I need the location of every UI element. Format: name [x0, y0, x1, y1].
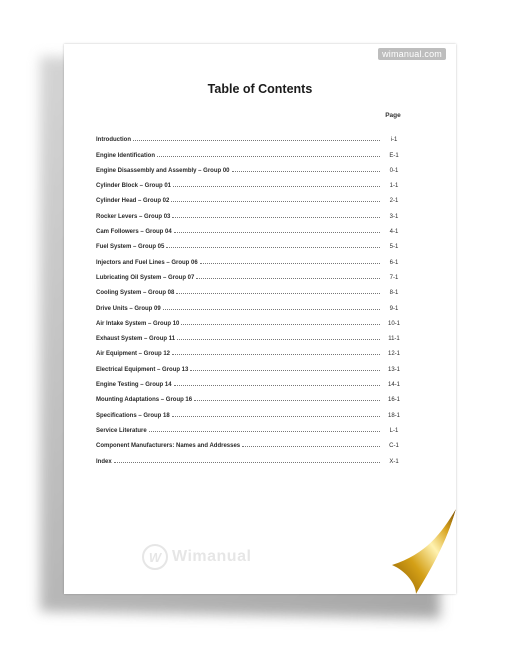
toc-entry-page: 0-1 [389, 167, 399, 174]
toc-entry-page: 10-1 [387, 320, 400, 327]
toc-entry [96, 250, 408, 265]
toc-entry-label: Air Intake System – Group 10 [96, 320, 180, 327]
toc-entry-label: Specifications – Group 18 [96, 412, 170, 419]
toc-entry-page: 5-1 [389, 244, 399, 251]
toc-entry [96, 327, 408, 342]
toc-entry-label: Cylinder Head – Group 02 [96, 198, 170, 205]
toc-entry-page: L-1 [389, 427, 399, 434]
dot-leader [177, 338, 380, 340]
toc-entry-label: Cam Followers – Group 04 [96, 229, 172, 236]
toc-entry-label: Electrical Equipment – Group 13 [96, 366, 189, 373]
toc-entry-label: Engine Testing – Group 14 [96, 382, 172, 389]
page-title: Table of Contents [207, 82, 313, 96]
toc-entry-label: Drive Units – Group 09 [96, 305, 161, 312]
dot-leader [242, 445, 380, 447]
toc-entry-page: 1-1 [389, 183, 399, 190]
toc-entry [96, 312, 408, 327]
dot-leader [172, 415, 380, 417]
logo-mark-icon: W [142, 544, 168, 570]
toc-entry-page: 18-1 [387, 412, 400, 419]
toc-entry [96, 357, 408, 372]
toc-entry-page: 3-1 [389, 213, 399, 220]
toc-entry-page: 16-1 [387, 397, 400, 404]
dot-leader [166, 246, 380, 248]
toc-entry-label: Mounting Adaptations – Group 16 [96, 397, 193, 404]
toc-entry [96, 419, 408, 434]
toc-entry-label: Engine Disassembly and Assembly – Group 00 [96, 167, 230, 174]
dot-leader [196, 277, 380, 279]
dot-leader [176, 292, 380, 294]
dot-leader [163, 308, 380, 310]
toc-entry [96, 220, 408, 235]
toc-entry [96, 342, 408, 357]
dot-leader [172, 353, 380, 355]
dot-leader [173, 185, 380, 187]
toc-entry [96, 174, 408, 189]
toc-list [96, 128, 408, 465]
toc-entry-page: 12-1 [387, 351, 400, 358]
watermark-label: wimanual.com [378, 48, 446, 60]
dot-leader [171, 200, 380, 202]
toc-entry-page: 9-1 [389, 305, 399, 312]
toc-entry-label: Air Equipment – Group 12 [96, 351, 171, 358]
dot-leader [200, 262, 380, 264]
toc-entry [96, 388, 408, 403]
toc-entry-page: C-1 [389, 443, 399, 450]
dot-leader [190, 369, 380, 371]
toc-entry-page: 2-1 [389, 198, 399, 205]
toc-entry-label: Introduction [96, 137, 131, 144]
toc-entry [96, 128, 408, 143]
dot-leader [232, 170, 381, 172]
toc-entry [96, 159, 408, 174]
toc-entry-label: Rocker Levers – Group 03 [96, 213, 171, 220]
toc-entry-page: 13-1 [387, 366, 400, 373]
dot-leader [133, 139, 380, 141]
dot-leader [181, 323, 380, 325]
dot-leader [157, 155, 380, 157]
toc-entry-page: X-1 [389, 458, 399, 465]
toc-entry-label: Lubricating Oil System – Group 07 [96, 274, 195, 281]
toc-entry-page: E-1 [389, 152, 399, 159]
toc-entry-label: Index [96, 458, 112, 465]
toc-entry [96, 143, 408, 158]
toc-entry [96, 296, 408, 311]
toc-entry-page: 8-1 [389, 290, 399, 297]
toc-entry-page: 4-1 [389, 229, 399, 236]
toc-entry [96, 189, 408, 204]
dot-leader [174, 231, 380, 233]
dot-leader [149, 430, 380, 432]
toc-entry [96, 204, 408, 219]
toc-entry-page: 6-1 [389, 259, 399, 266]
toc-entry-label: Engine Identification [96, 152, 156, 159]
dot-leader [114, 461, 380, 463]
toc-entry-page: 14-1 [387, 382, 400, 389]
toc-entry [96, 266, 408, 281]
toc-entry-label: Component Manufacturers: Names and Addresses [96, 443, 241, 450]
dot-leader [174, 384, 380, 386]
toc-entry-label: Injectors and Fuel Lines – Group 06 [96, 259, 198, 266]
dot-leader [194, 399, 380, 401]
toc-entry-label: Fuel System – Group 05 [96, 244, 165, 251]
page-curl-icon [386, 499, 456, 594]
logo-text: Wimanual [172, 548, 252, 565]
toc-entry [96, 281, 408, 296]
toc-entry [96, 235, 408, 250]
toc-entry [96, 449, 408, 464]
toc-entry [96, 434, 408, 449]
toc-entry-label: Cooling System – Group 08 [96, 290, 175, 297]
toc-entry-page: 11-1 [388, 336, 400, 343]
document-page [64, 44, 456, 594]
toc-entry [96, 403, 408, 418]
toc-entry [96, 373, 408, 388]
dot-leader [172, 216, 380, 218]
toc-entry-page: i-1 [390, 137, 398, 144]
toc-entry-label: Service Literature [96, 427, 147, 434]
toc-entry-label: Exhaust System – Group 11 [96, 336, 176, 343]
toc-entry-page: 7-1 [389, 274, 399, 281]
page-column-header: Page [385, 112, 401, 119]
wimanual-logo [142, 544, 251, 570]
toc-entry-label: Cylinder Block – Group 01 [96, 183, 172, 190]
